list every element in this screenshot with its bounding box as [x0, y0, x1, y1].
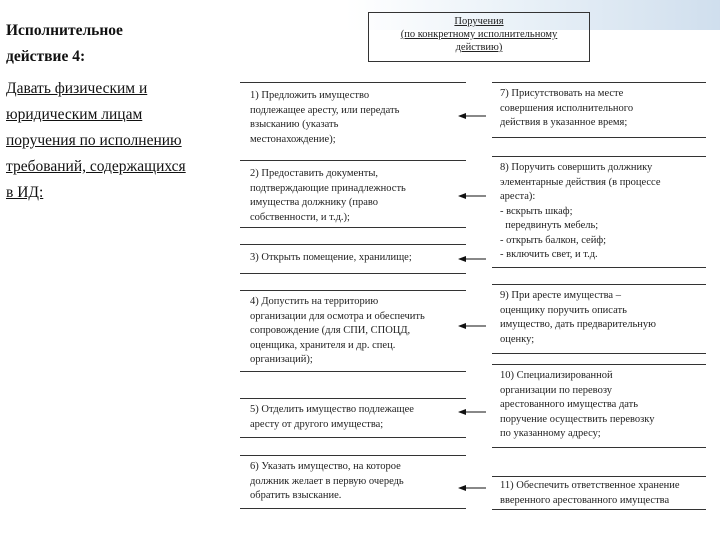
- item-line: 2) Предоставить документы,: [250, 168, 379, 179]
- item-line: арестованного имущества дать: [500, 399, 639, 410]
- item-line: передвинуть мебель;: [500, 220, 599, 231]
- item-line: 4) Допустить на территорию: [250, 296, 379, 307]
- header-subtitle: действию): [455, 42, 503, 53]
- item-line: 1) Предложить имущество: [250, 90, 370, 101]
- item-line: - включить свет, и т.д.: [500, 249, 598, 260]
- item-line: ареста):: [500, 191, 536, 202]
- item-line: имущество, дать предварительную: [500, 319, 656, 330]
- item-line: 6) Указать имущество, на которое: [250, 461, 401, 472]
- item-line: оценку;: [500, 333, 535, 345]
- item-line: взысканию (указать: [250, 119, 339, 130]
- item-line: - открыть балкон, сейф;: [500, 234, 607, 246]
- item-line: 10) Специализированной: [500, 370, 613, 381]
- sidebar-text-line: юридическим лицам: [6, 106, 143, 123]
- item-line: 7) Присутствовать на месте: [500, 88, 624, 99]
- item-line: организации для осмотра и обеспечить: [250, 310, 425, 322]
- item-line: подтверждающие принадлежность: [250, 182, 406, 194]
- item-line: 5) Отделить имущество подлежащее: [250, 404, 414, 415]
- sidebar-text-line: требований, содержащихся: [6, 158, 186, 175]
- item-line: элементарные действия (в процессе: [500, 176, 661, 188]
- sidebar-text-line: в ИД:: [6, 184, 44, 201]
- item-line: действия в указанное время;: [500, 117, 628, 128]
- item-line: сопровождение (для СПИ, СПОЦД,: [250, 325, 411, 336]
- item-line: совершения исполнительного: [500, 102, 634, 114]
- item-line: обратить взыскание.: [250, 490, 342, 501]
- sidebar-text-line: поручения по исполнению: [6, 132, 182, 149]
- item-line: местонахождение);: [250, 133, 336, 145]
- item-line: оценщику поручить описать: [500, 304, 627, 316]
- item-line: 11) Обеспечить ответственное хранение: [500, 480, 680, 491]
- item-line: оценщика, хранителя и др. спец.: [250, 339, 396, 351]
- header-subtitle: (по конкретному исполнительному: [400, 29, 558, 40]
- sidebar-title-line: действие 4:: [6, 48, 86, 65]
- header-title: Поручения: [454, 16, 504, 27]
- sidebar-text-line: Давать физическим и: [6, 80, 148, 97]
- item-line: 3) Открыть помещение, хранилище;: [250, 252, 412, 263]
- item-line: 9) При аресте имущества –: [500, 290, 621, 301]
- item-line: по указанному адресу;: [500, 428, 601, 439]
- item-line: должник желает в первую очередь: [250, 475, 404, 487]
- item-line: имущества должнику (право: [250, 197, 379, 208]
- item-line: - вскрыть шкаф;: [500, 205, 573, 217]
- sidebar-title-line: Исполнительное: [6, 22, 123, 39]
- item-line: вверенного арестованного имущества: [500, 494, 670, 506]
- item-line: подлежащее аресту, или передать: [250, 104, 400, 116]
- item-line: собственности, и т.д.);: [250, 211, 350, 223]
- item-line: 8) Поручить совершить должнику: [500, 162, 653, 173]
- item-line: аресту от другого имущества;: [250, 418, 384, 430]
- item-line: организации по перевозу: [500, 384, 612, 396]
- item-line: организаций);: [250, 354, 313, 365]
- item-line: поручение осуществить перевозку: [500, 413, 655, 425]
